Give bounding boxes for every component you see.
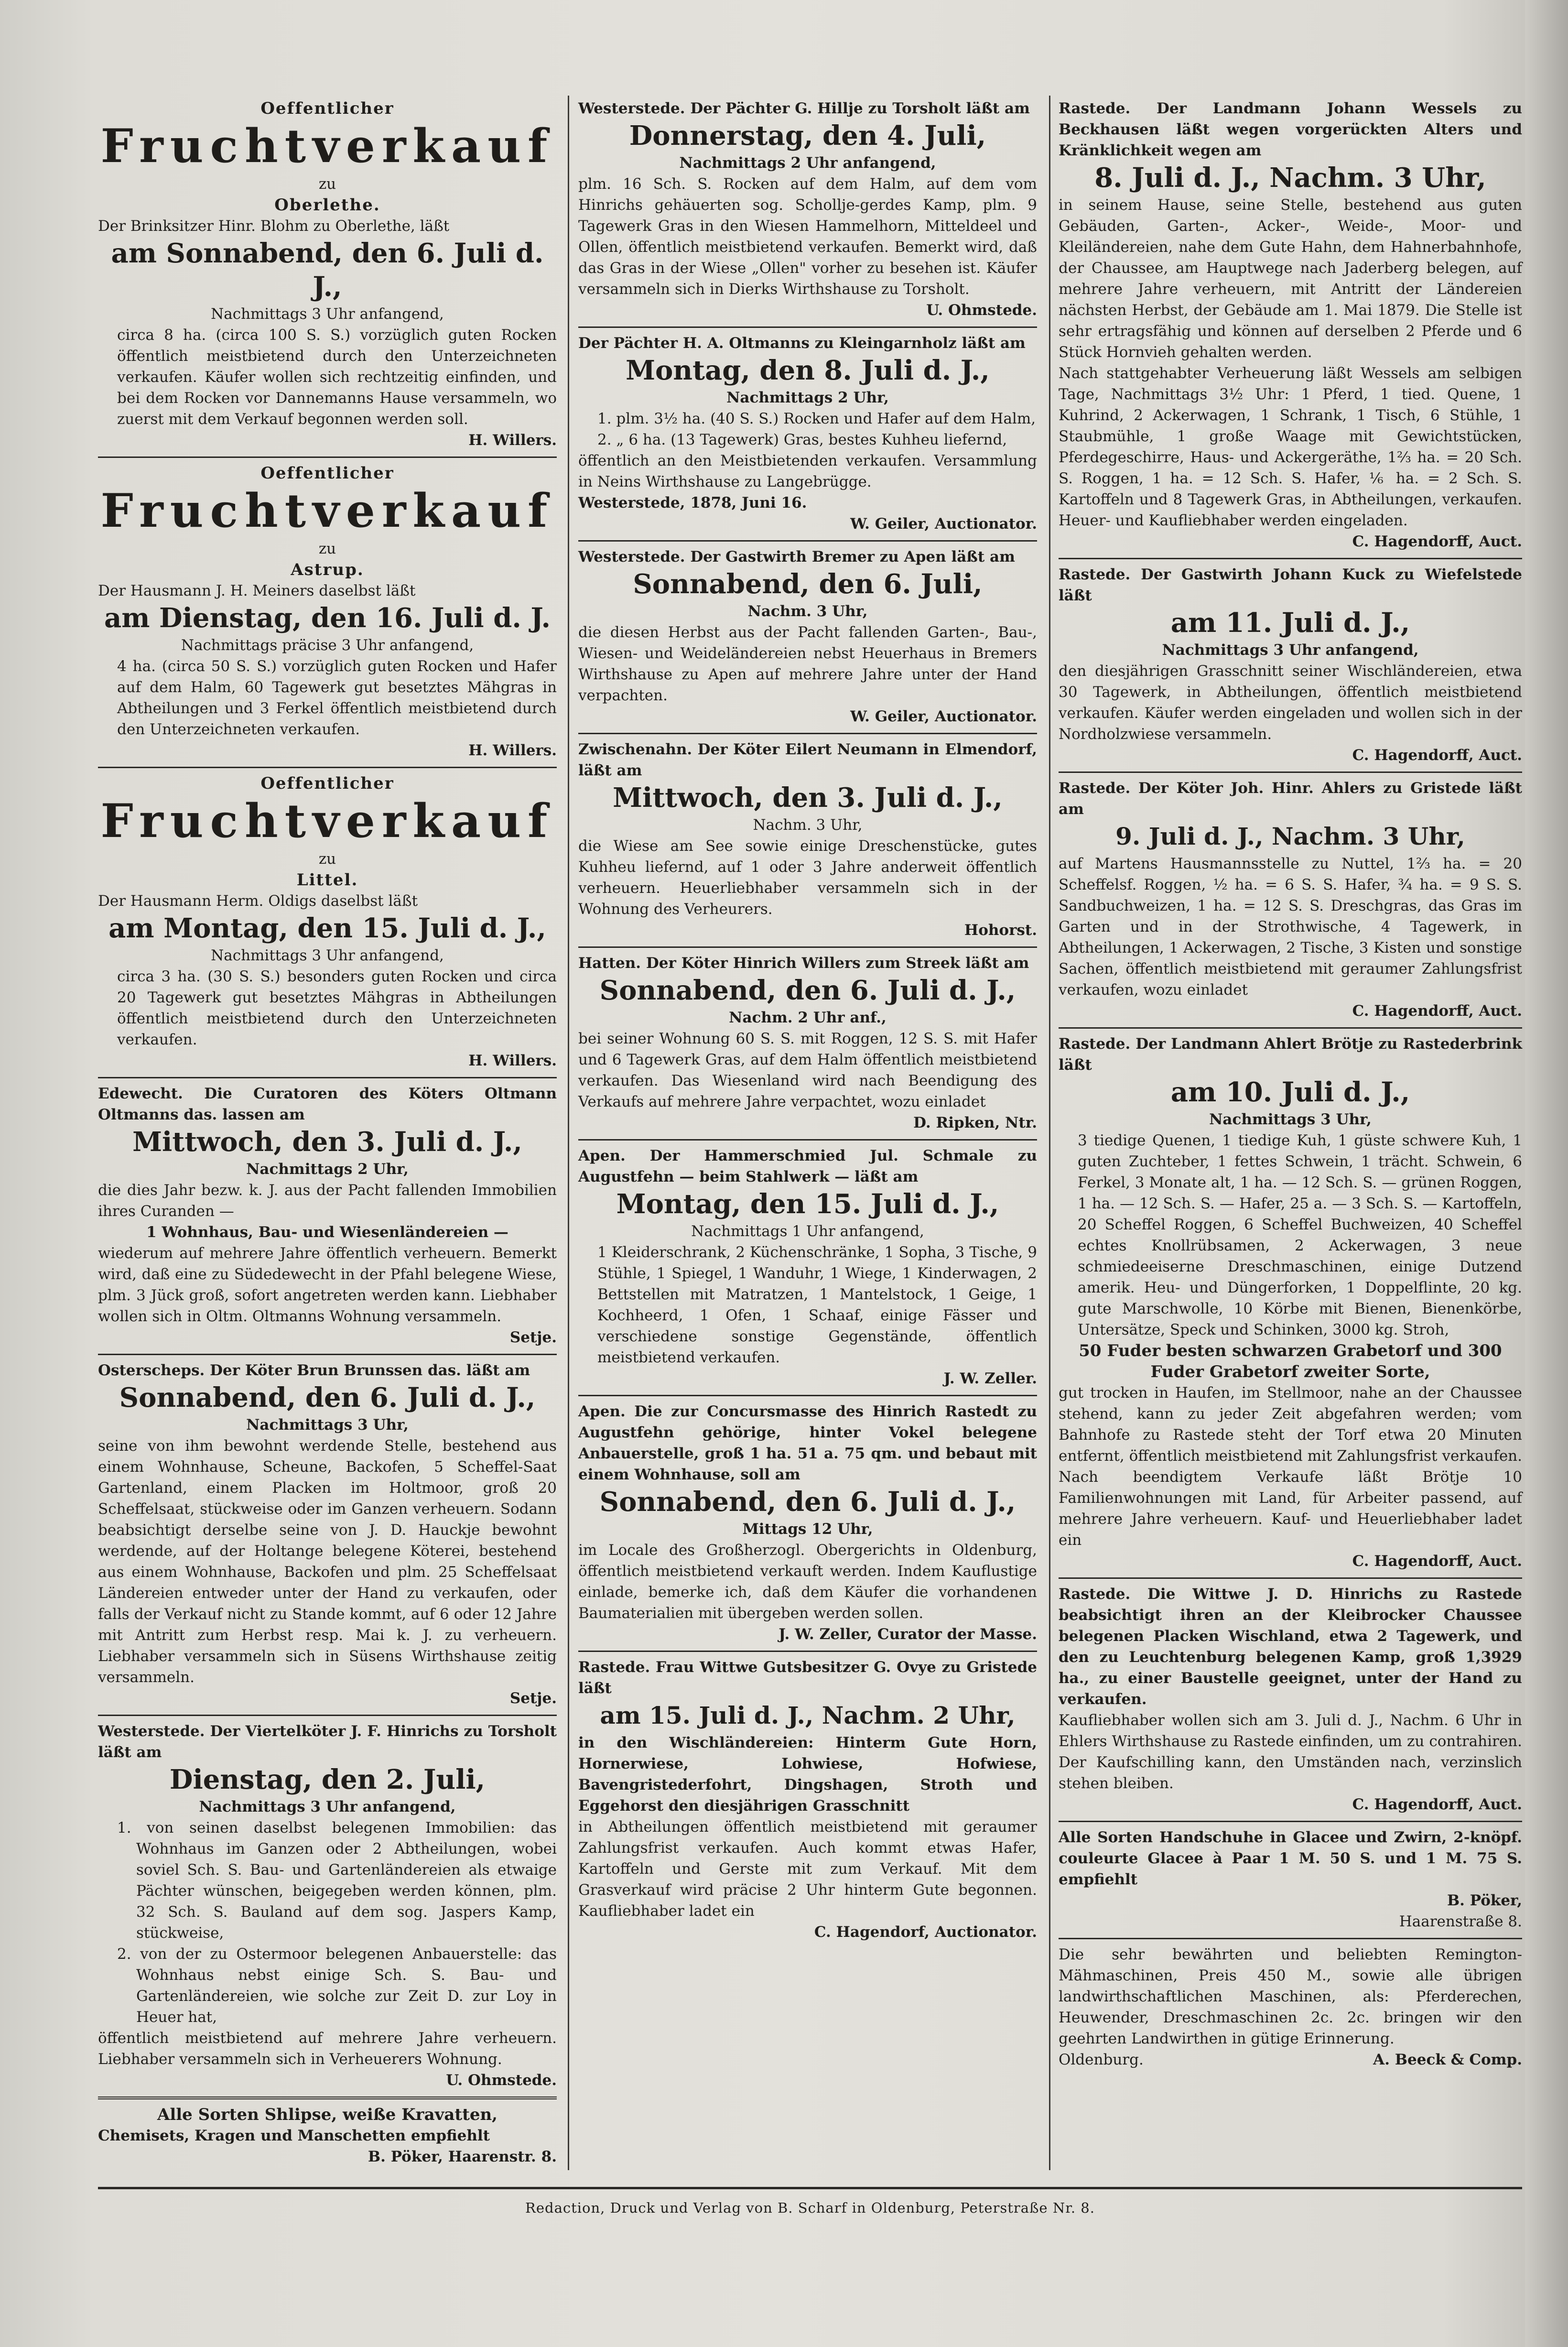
ad-intro: Hatten. Der Köter Hinrich Willers zum Streek läßt am: [578, 955, 1029, 972]
ad-place-date: Westerstede, 1878, Juni 16.: [578, 494, 807, 511]
ad-date: Mittwoch, den 3. Juli d. J.,: [132, 1126, 522, 1158]
ad-date: Donnerstag, den 4. Juli,: [629, 120, 986, 152]
ad-time: Nachmittags 3 Uhr,: [1209, 1111, 1372, 1128]
ad-line: Chemisets, Kragen und Manschetten empfiehlt: [98, 2127, 490, 2144]
ad-item: 2. „ 6 ha. (13 Tagewerk) Gras, bestes Kuhheu liefernd,: [597, 431, 1007, 448]
advert: [98, 458, 557, 768]
advert: [1059, 1939, 1522, 2076]
advert: [578, 93, 1037, 328]
ad-date: Montag, den 15. Juli d. J.,: [616, 1188, 999, 1220]
ad-zu: zu: [318, 540, 336, 557]
ad-body: in seinem Hause, seine Stelle, bestehend aus guten Gebäuden, Garten-, Acker-, Weide-, Moor- und Kleiländereien, nahe dem Gute Hahn, dem Hahnerbahnhofe, der Chaussee, am Hauptwege nach Jaderberg belegen, auf mehrere Jahre verheuern, mit Antritt der Ländereien nächsten Herbst, der Gebäude am 1. Mai 1879. Die Stelle ist sehr ertragsfähig und können auf derselben 2 Pferde und 6 Stück Hornvieh gehalten werden.: [1059, 196, 1522, 361]
advert: [578, 1652, 1037, 1948]
advert: [578, 1141, 1037, 1396]
advert: [98, 2099, 557, 2173]
ad-signature: Setje.: [509, 1329, 557, 1346]
ad-signature: W. Geiler, Auctionator.: [850, 708, 1037, 725]
ad-body: 3 tiedige Quenen, 1 tiedige Kuh, 1 güste schwere Kuh, 1 guten Zuchteber, 1 fettes Schwein, 1 trächt. Schwein, 6 Ferkel, 3 Monate alt, 1 ha. — 12 Sch. S. — grünen Roggen, 1 ha. — 12 Sch. S. — Hafer, 25 a. — 3 Sch. S. — Kartoffeln, 20 Scheffel Roggen, 6 Scheffel Buchweizen, 40 Scheffel echtes Knollrübsamen, 2 Ackerwagen, 3 neue schmiedeeiserne Dreschmaschinen, einige Dutzend amerik. Heu- und Düngerforken, 1 Doppelflinte, 20 kg. gute Marschwolle, 10 Körbe mit Bienen, Bienenkörbe, Untersätze, Speck und Schinken, 3000 kg. Stroh,: [1078, 1132, 1522, 1338]
ad-signature: H. Willers.: [468, 1052, 557, 1069]
ad-body: auf Martens Hausmannsstelle zu Nuttel, 1⅔ ha. = 20 Scheffelsf. Roggen, ½ ha. = 6 S. S. Hafer, ¾ ha. = 9 S. S. Sandbuchweizen, 1 ha. = 12 S. S. Dreschgras, das Gras im Garten und in der Strothwische, 4 Tagewerk, in Abtheilungen, 1 Ackerwagen, 2 Tische, 3 Kisten und sonstige Sachen, öffentlich meistbietend mit geraumer Zahlungsfrist verkaufen, wozu einladet: [1059, 855, 1522, 999]
ad-intro: Der Brinksitzer Hinr. Blohm zu Oberlethe, läßt: [98, 217, 450, 235]
ad-time: Mittags 12 Uhr,: [742, 1521, 873, 1538]
ad-kicker: Oeffentlicher: [260, 99, 394, 118]
ad-intro: Apen. Die zur Concursmasse des Hinrich Rastedt zu Augustfehn gehörige, hinter Vokel belegene Anbauerstelle, groß 1 ha. 51 a. 75 qm. und bebaut mit einem Wohnhause, soll am: [578, 1403, 1037, 1483]
ad-place: Oberlethe.: [274, 196, 380, 215]
advert: [1059, 93, 1522, 559]
ad-zu: zu: [318, 175, 336, 193]
ad-date: am Montag, den 15. Juli d. J.,: [108, 913, 546, 944]
ad-body: 1 Kleiderschrank, 2 Küchenschränke, 1 Sopha, 3 Tische, 9 Stühle, 1 Spiegel, 1 Wanduhr, 1 Wiege, 1 Kinderwagen, 2 Bettstellen mit Matratzen, 1 Mantelstock, 1 Geige, 1 Kochheerd, 1 Ofen, 1 Schaaf, einige Fässer und verschiedene sonstige Gegenstände, öffentlich meistbietend verkaufen.: [597, 1244, 1037, 1366]
ad-intro: Osterscheps. Der Köter Brun Brunssen das. läßt am: [98, 1362, 530, 1379]
column-3: [1059, 93, 1522, 2244]
ad-date: am 10. Juli d. J.,: [1170, 1076, 1410, 1108]
advert: [578, 542, 1037, 734]
ad-body: 4 ha. (circa 50 S. S.) vorzüglich guten Rocken und Hafer auf dem Halm, 60 Tagewerk gut besetztes Mähgras in Abtheilungen und 3 Ferkel öffentlich meistbietend durch den Unterzeichneten verkaufen.: [117, 658, 557, 738]
advert: [1059, 1822, 1522, 1939]
ad-intro: Rastede. Die Wittwe J. D. Hinrichs zu Rastede beabsichtigt ihren an der Kleibrocker Chaussee belegenen Placken Wischland, etwa 2 Tagewerk, und den zu Leuchtenburg belegenen Kamp, groß 1,3929 ha., zu einer Baustelle geeignet, unter der Hand zu verkaufen.: [1059, 1586, 1522, 1708]
ad-signature: C. Hagendorff, Auct.: [1352, 747, 1522, 764]
ad-time: Nachmittags 3 Uhr anfangend,: [211, 305, 444, 323]
ad-intro: Der Hausmann Herm. Oldigs daselbst läßt: [98, 892, 418, 910]
ad-place: Astrup.: [291, 560, 364, 579]
ad-intro: Rastede. Der Landmann Johann Wessels zu Beckhausen läßt wegen vorgerückten Alters und Kränklichkeit wegen am: [1059, 100, 1522, 159]
ad-body: circa 3 ha. (30 S. S.) besonders guten Rocken und circa 20 Tagewerk gut besetztes Mähgras in Abtheilungen öffentlich meistbietend durch den Unterzeichneten verkaufen.: [117, 968, 557, 1048]
ad-signature: D. Ripken, Ntr.: [913, 1114, 1037, 1131]
ad-place: Littel.: [296, 870, 358, 890]
ad-intro: Zwischenahn. Der Köter Eilert Neumann in Elmendorf, läßt am: [578, 741, 1037, 779]
ad-kicker: Oeffentlicher: [260, 774, 394, 793]
ad-date: Sonnabend, den 6. Juli,: [633, 568, 983, 600]
ad-signature: C. Hagendorff, Auct.: [1352, 1796, 1522, 1813]
ad-item: 1. von seinen daselbst belegenen Immobilien: das Wohnhaus im Ganzen oder 2 Abtheilungen, wobei soviel Sch. S. Bau- und Gartenländereien als etwaige Pächter wünschen, beigegeben werden können, plm. 32 Sch. S. Bauland auf dem sog. Jaspers Kamp, stückweise,: [117, 1819, 557, 1942]
advert: [98, 1355, 557, 1716]
ad-time: Nachmittags 2 Uhr anfangend,: [679, 154, 936, 172]
ad-signature: C. Hagendorff, Auct.: [1352, 1553, 1522, 1570]
ad-place: Oldenburg.: [1059, 2051, 1144, 2068]
ad-line: Alle Sorten Shlipse, weiße Kravatten,: [157, 2105, 498, 2124]
ad-body: den diesjährigen Grasschnitt seiner Wischländereien, etwa 30 Tagewerk, in Abtheilungen, öffentlich meistbietend verkaufen. Käufer werden eingeladen und wollen sich in der Nordholzwiese versammeln.: [1059, 663, 1522, 743]
ad-intro: Der Hausmann J. H. Meiners daselbst läßt: [98, 582, 416, 599]
ad-address: Haarenstraße 8.: [1399, 1913, 1522, 1930]
ad-footer-line: [1059, 2049, 1522, 2070]
advert: [578, 734, 1037, 948]
ad-signature: B. Pöker,: [1447, 1892, 1522, 1909]
ad-body: wiederum auf mehrere Jahre öffentlich verheuern. Bemerkt wird, daß eine zu Südedewecht in der Pfahl belegene Wiese, plm. 3 Jück groß, sofort angetreten werden kann. Liebhaber wollen sich in Oltm. Oltmanns Wohnung versammeln.: [98, 1245, 557, 1325]
column-1: [98, 93, 557, 2244]
column-2: [578, 93, 1037, 2244]
ad-intro: Rastede. Der Landmann Ahlert Brötje zu Rastederbrink läßt: [1059, 1035, 1522, 1074]
ad-signature: Hohorst.: [964, 922, 1037, 939]
ad-title: Fruchtverkauf: [100, 119, 554, 173]
ad-signature: C. Hagendorff, Auct.: [1352, 533, 1522, 550]
ad-time: Nachmittags 3 Uhr anfangend,: [199, 1798, 456, 1815]
ad-signature: Setje.: [509, 1690, 557, 1707]
ad-time: Nachmittags 2 Uhr,: [726, 389, 889, 406]
ad-item: 2. von der zu Ostermoor belegenen Anbauerstelle: das Wohnhaus nebst einige Sch. S. Bau- und Gartenländereien, wie solche zur Zeit D. zur Loy in Heuer hat,: [117, 1945, 557, 2026]
ad-body: öffentlich an den Meistbietenden verkaufen. Versammlung in Neins Wirthshause zu Langebrügge.: [578, 452, 1037, 490]
ad-body: öffentlich meistbietend auf mehrere Jahre verheuern. Liebhaber versammeln sich in Verheuerers Wohnung.: [98, 2030, 557, 2068]
ad-body: Alle Sorten Handschuhe in Glacee und Zwirn, 2-knöpf. couleurte Glacee à Paar 1 M. 50 S. und 1 M. 75 S. empfiehlt: [1059, 1829, 1522, 1888]
ad-date: am Sonnabend, den 6. Juli d. J.,: [111, 238, 544, 303]
ad-signature: J. W. Zeller, Curator der Masse.: [779, 1626, 1037, 1643]
ad-time: Nachm. 2 Uhr anf.,: [729, 1009, 887, 1026]
advert: [1059, 1029, 1522, 1579]
ad-body: gut trocken in Haufen, im Stellmoor, nahe an der Chaussee stehend, kann zu jeder Zeit abgefahren werden; vom Bahnhofe zu Rastede steht der Torf etwa 20 Minuten entfernt, öffentlich meistbietend mit Zahlungsfrist verkaufen. Nach beendigtem Verkaufe läßt Brötje 10 Familienwohnungen mit Land, für Arbeiter passend, auf mehrere Jahre verheuern. Kauf- und Heuerliebhaber ladet ein: [1059, 1384, 1522, 1549]
ad-intro: Apen. Der Hammerschmied Jul. Schmale zu Augustfehn — beim Stahlwerk — läßt am: [578, 1147, 1037, 1185]
ad-item: 50 Fuder besten schwarzen Grabetorf und 300 Fuder Grabetorf zweiter Sorte,: [1079, 1341, 1502, 1381]
ad-date: am 11. Juli d. J.,: [1170, 607, 1410, 639]
ad-time: Nachmittags präcise 3 Uhr anfangend,: [181, 637, 474, 654]
ad-time: Nachmittags 2 Uhr,: [246, 1161, 409, 1178]
ad-date: Montag, den 8. Juli d. J.,: [626, 355, 990, 386]
ad-title: Fruchtverkauf: [100, 794, 554, 848]
ad-intro: Westerstede. Der Gastwirth Bremer zu Apen läßt am: [578, 548, 1015, 565]
ad-signature: H. Willers.: [468, 742, 557, 759]
advert: [578, 948, 1037, 1141]
advert: [1059, 773, 1522, 1029]
ad-signature: C. Hagendorff, Auct.: [1352, 1002, 1522, 1020]
column-rule: [1049, 96, 1050, 2170]
ad-time: Nachmittags 3 Uhr,: [246, 1416, 409, 1434]
column-rule: [568, 96, 569, 2170]
ad-signature: W. Geiler, Auctionator.: [850, 515, 1037, 532]
imprint-footer: Redaction, Druck und Verlag von B. Scharf in Oldenburg, Peterstraße Nr. 8.: [98, 2187, 1522, 2216]
ad-date: Dienstag, den 2. Juli,: [169, 1764, 486, 1795]
advert: [1059, 559, 1522, 773]
ad-time: Nachm. 3 Uhr,: [753, 816, 863, 834]
ad-time: Nachmittags 3 Uhr anfangend,: [1162, 641, 1419, 659]
ad-intro: Rastede. Der Gastwirth Johann Kuck zu Wiefelstede läßt: [1059, 566, 1522, 604]
ad-time: Nachmittags 1 Uhr anfangend,: [691, 1223, 924, 1240]
ad-body: in den Wischländereien: Hinterm Gute Horn, Hornerwiese, Lohwiese, Hofwiese, Bavengristederfohrt, Dingshagen, Stroth und Eggehorst den diesjährigen Grasschnitt: [578, 1734, 1037, 1815]
ad-date: 9. Juli d. J., Nachm. 3 Uhr,: [1115, 822, 1465, 850]
ad-date: Sonnabend, den 6. Juli d. J.,: [119, 1382, 536, 1413]
ad-body: in Abtheilungen öffentlich meistbietend mit geraumer Zahlungsfrist verkaufen. Auch kommt etwas Hafer, Kartoffeln und Gerste mit zum Verkauf. Mit dem Grasverkauf wird präcise 2 Uhr hinterm Gute begonnen. Kaufliebhaber ladet ein: [578, 1818, 1037, 1920]
ad-body: im Locale des Großherzogl. Obergerichts in Oldenburg, öffentlich meistbietend verkauft werden. Indem Kauflustige einlade, bemerke ich, daß dem Käufer die vorhandenen Baumaterialien mit übergeben werden sollen.: [578, 1542, 1037, 1622]
ad-signature: U. Ohmstede.: [926, 302, 1037, 319]
ad-body: die diesen Herbst aus der Pacht fallenden Garten-, Bau-, Wiesen- und Weideländereien nebst Heuerhaus in Bremers Wirthshause zu Apen auf mehrere Jahre unter der Hand verpachten.: [578, 624, 1037, 704]
ad-body: Kaufliebhaber wollen sich am 3. Juli d. J., Nachm. 6 Uhr in Ehlers Wirthshause zu Rastede einfinden, um zu contrahiren. Der Kaufschilling kann, den Umständen nach, verzinslich stehen bleiben.: [1059, 1712, 1522, 1792]
ad-intro: Rastede. Der Köter Joh. Hinr. Ahlers zu Gristede läßt am: [1059, 780, 1522, 818]
ad-date: Sonnabend, den 6. Juli d. J.,: [599, 1486, 1016, 1518]
ad-body: plm. 16 Sch. S. Rocken auf dem Halm, auf dem vom Hinrichs gehäuerten sog. Schollje-gerdes Kamp, plm. 9 Tagewerk Gras in den Wiesen Hammelhorn, Mitteldeel und Ollen, öffentlich meistbietend verkaufen. Bemerkt wird, daß das Gras in der Wiese „Ollen" vorher zu besehen ist. Käufer versammeln sich in Dierks Wirthshause zu Torsholt.: [578, 175, 1037, 298]
advert: [98, 93, 557, 458]
ad-time: Nachmittags 3 Uhr anfangend,: [211, 947, 444, 964]
ad-kicker: Oeffentlicher: [260, 464, 394, 483]
ad-date: 8. Juli d. J., Nachm. 3 Uhr,: [1094, 162, 1486, 194]
ad-zu: zu: [318, 850, 336, 868]
ad-item: 1 Wohnhaus, Bau- und Wiesenländereien —: [146, 1224, 508, 1241]
ad-body: Die sehr bewährten und beliebten Remington-Mähmaschinen, Preis 450 M., sowie alle übrigen landwirthschaftlichen Maschinen, als: Pferderechen, Heuwender, Dreschmaschinen 2c. 2c. bringen wir den geehrten Landwirthen in gütige Erinnerung.: [1059, 1946, 1522, 2047]
advert: [98, 1078, 557, 1355]
page-edge: [1525, 0, 1568, 2347]
ad-item: 1. plm. 3½ ha. (40 S. S.) Rocken und Hafer auf dem Halm,: [597, 410, 1036, 427]
ad-date: Sonnabend, den 6. Juli d. J.,: [599, 975, 1016, 1006]
advert: [98, 1716, 557, 2099]
ad-body: bei seiner Wohnung 60 S. S. mit Roggen, 12 S. S. mit Hafer und 6 Tagewerk Gras, auf dem Halm öffentlich meistbietend verkaufen. Das Wiesenland wird nach Beendigung des Verkaufs auf mehrere Jahre verpachtet, wozu einladet: [578, 1030, 1037, 1110]
ad-date: Mittwoch, den 3. Juli d. J.,: [613, 782, 1003, 814]
ad-signature: H. Willers.: [468, 432, 557, 449]
ad-body: die Wiese am See sowie einige Dreschenstücke, gutes Kuhheu liefernd, auf 1 oder 3 Jahre anderweit öffentlich verheuern. Heuerliebhaber versammeln sich in der Wohnung des Verheurers.: [578, 837, 1037, 918]
ad-title: Fruchtverkauf: [100, 484, 554, 538]
advert: [578, 1396, 1037, 1652]
ad-signature: B. Pöker, Haarenstr. 8.: [368, 2148, 557, 2165]
ad-intro: Westerstede. Der Pächter G. Hillje zu Torsholt läßt am: [578, 100, 1030, 117]
ad-date: am 15. Juli d. J., Nachm. 2 Uhr,: [600, 1701, 1016, 1729]
ad-body: circa 8 ha. (circa 100 S. S.) vorzüglich guten Rocken öffentlich meistbietend durch den Unterzeichneten verkaufen. Käufer wollen sich rechtzeitig einfinden, und bei dem Rocken vor Dannemanns Hause versammeln, wo zuerst mit dem Verkauf begonnen werden soll.: [117, 326, 557, 428]
ad-time: Nachm. 3 Uhr,: [747, 603, 868, 620]
ad-signature: J. W. Zeller.: [943, 1370, 1037, 1387]
ad-intro: Westerstede. Der Viertelköter J. F. Hinrichs zu Torsholt läßt am: [98, 1723, 557, 1761]
ad-date: am Dienstag, den 16. Juli d. J.: [104, 602, 551, 634]
advert: [98, 768, 557, 1078]
ad-signature: C. Hagendorf, Auctionator.: [814, 1923, 1037, 1941]
ad-intro: Der Pächter H. A. Oltmanns zu Kleingarnholz läßt am: [578, 335, 1026, 352]
ad-body: seine von ihm bewohnt werdende Stelle, bestehend aus einem Wohnhause, Scheune, Backofen, 5 Scheffel-Saat Gartenland, einem Placken im Holtmoor, groß 20 Scheffelsaat, stückweise oder im Ganzen verheuern. Sodann beabsichtigt derselbe seine von J. D. Hauckje bewohnt werdende, auf der Holtange belegene Köterei, bestehend aus einem Wohnhause, Backofen und plm. 25 Scheffelsaat Ländereien entweder unter der Hand zu verkaufen, oder falls der Verkauf nicht zu Stande kommt, auf 6 oder 12 Jahre mit Antritt zum Herbst resp. Mai k. J. zu verheuern. Liebhaber versammeln sich in Süsens Wirthshause zeitig versammeln.: [98, 1437, 557, 1686]
advert: [578, 328, 1037, 542]
advert: [1059, 1579, 1522, 1822]
ad-signature: A. Beeck & Comp.: [1373, 2051, 1522, 2068]
ad-intro: Edewecht. Die Curatoren des Köters Oltmann Oltmanns das. lassen am: [98, 1085, 557, 1123]
ad-body: die dies Jahr bezw. k. J. aus der Pacht fallenden Immobilien ihres Curanden —: [98, 1182, 557, 1220]
ad-intro: Rastede. Frau Wittwe Gutsbesitzer G. Ovye zu Gristede läßt: [578, 1659, 1037, 1697]
ad-signature: U. Ohmstede.: [446, 2072, 557, 2089]
ad-body: Nach stattgehabter Verheuerung läßt Wessels am selbigen Tage, Nachmittags 3½ Uhr: 1 Pferd, 1 tied. Quene, 1 Kuhrind, 2 Ackerwagen, 1 Schrank, 1 Tisch, 6 Stühle, 1 Staubmühle, 1 große Waage mit Gewichtstücken, Pferdegeschirre, Haus- und Ackergeräthe, 1⅔ ha. = 20 Sch. S. Roggen, 1 ha. = 12 Sch. S. Hafer, ⅙ ha. = 2 Sch. S. Kartoffeln und 8 Tagewerk Gras, in Abtheilungen, verkaufen. Heuer- und Kaufliebhaber werden eingeladen.: [1059, 365, 1522, 529]
